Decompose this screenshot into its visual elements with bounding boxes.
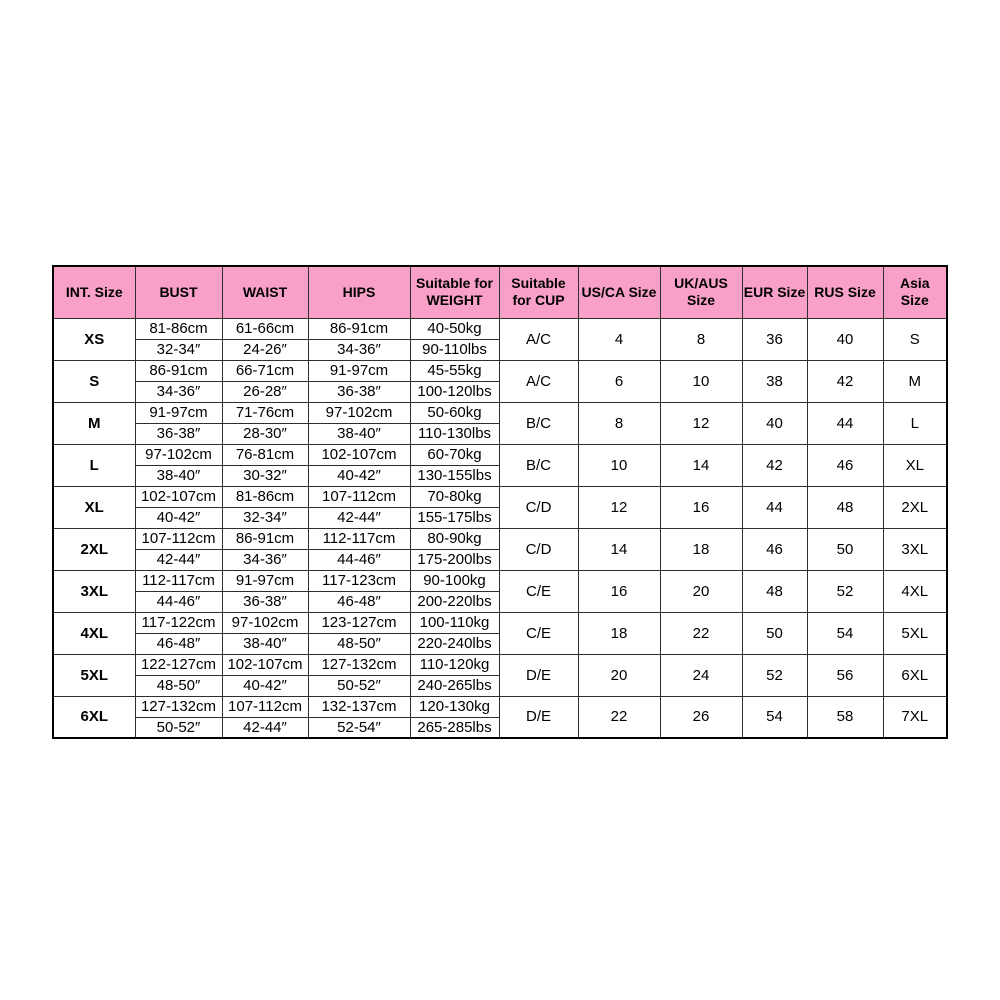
rus-cell: 40: [807, 318, 883, 360]
asia-cell: 2XL: [883, 486, 947, 528]
hips-cm-cell: 127-132cm: [308, 654, 410, 675]
int-size-cell: L: [53, 444, 135, 486]
table-row: [53, 360, 947, 381]
uk-aus-cell: 16: [660, 486, 742, 528]
header-uk-aus: UK/AUS Size: [660, 266, 742, 318]
waist-in-cell: 24-26″: [222, 339, 308, 360]
cup-cell: C/E: [499, 612, 578, 654]
bust-cm-cell: 81-86cm: [135, 318, 222, 339]
hips-cm-cell: 112-117cm: [308, 528, 410, 549]
header-weight: Suitable for WEIGHT: [410, 266, 499, 318]
int-size-cell: XL: [53, 486, 135, 528]
weight-kg-cell: 110-120kg: [410, 654, 499, 675]
weight-lbs-cell: 220-240lbs: [410, 633, 499, 654]
table-row: [53, 318, 947, 339]
hips-in-cell: 44-46″: [308, 549, 410, 570]
table-row: [53, 444, 947, 465]
bust-in-cell: 48-50″: [135, 675, 222, 696]
int-size-cell: 3XL: [53, 570, 135, 612]
header-hips: HIPS: [308, 266, 410, 318]
table-row: [53, 486, 947, 507]
waist-in-cell: 32-34″: [222, 507, 308, 528]
waist-cm-cell: 66-71cm: [222, 360, 308, 381]
cup-cell: B/C: [499, 444, 578, 486]
weight-kg-cell: 50-60kg: [410, 402, 499, 423]
asia-cell: L: [883, 402, 947, 444]
eur-cell: 38: [742, 360, 807, 402]
waist-in-cell: 40-42″: [222, 675, 308, 696]
waist-in-cell: 38-40″: [222, 633, 308, 654]
us-ca-cell: 16: [578, 570, 660, 612]
us-ca-cell: 6: [578, 360, 660, 402]
uk-aus-cell: 14: [660, 444, 742, 486]
weight-kg-cell: 70-80kg: [410, 486, 499, 507]
asia-cell: XL: [883, 444, 947, 486]
table-row: [53, 612, 947, 633]
uk-aus-cell: 24: [660, 654, 742, 696]
waist-cm-cell: 107-112cm: [222, 696, 308, 717]
hips-in-cell: 34-36″: [308, 339, 410, 360]
eur-cell: 44: [742, 486, 807, 528]
hips-cm-cell: 102-107cm: [308, 444, 410, 465]
cup-cell: A/C: [499, 318, 578, 360]
cup-cell: C/D: [499, 528, 578, 570]
uk-aus-cell: 22: [660, 612, 742, 654]
waist-cm-cell: 71-76cm: [222, 402, 308, 423]
size-chart: [52, 265, 948, 739]
asia-cell: 3XL: [883, 528, 947, 570]
int-size-cell: S: [53, 360, 135, 402]
hips-in-cell: 40-42″: [308, 465, 410, 486]
int-size-cell: 2XL: [53, 528, 135, 570]
hips-cm-cell: 107-112cm: [308, 486, 410, 507]
weight-lbs-cell: 175-200lbs: [410, 549, 499, 570]
hips-in-cell: 50-52″: [308, 675, 410, 696]
asia-cell: S: [883, 318, 947, 360]
bust-cm-cell: 102-107cm: [135, 486, 222, 507]
bust-cm-cell: 97-102cm: [135, 444, 222, 465]
cup-cell: C/E: [499, 570, 578, 612]
bust-in-cell: 36-38″: [135, 423, 222, 444]
size-chart-table: [52, 265, 948, 739]
waist-in-cell: 34-36″: [222, 549, 308, 570]
int-size-cell: XS: [53, 318, 135, 360]
table-row: [53, 570, 947, 591]
header-asia: Asia Size: [883, 266, 947, 318]
bust-cm-cell: 127-132cm: [135, 696, 222, 717]
cup-cell: D/E: [499, 696, 578, 738]
waist-in-cell: 28-30″: [222, 423, 308, 444]
uk-aus-cell: 18: [660, 528, 742, 570]
waist-in-cell: 30-32″: [222, 465, 308, 486]
hips-in-cell: 48-50″: [308, 633, 410, 654]
asia-cell: M: [883, 360, 947, 402]
hips-cm-cell: 117-123cm: [308, 570, 410, 591]
waist-cm-cell: 81-86cm: [222, 486, 308, 507]
header-cup: Suitable for CUP: [499, 266, 578, 318]
rus-cell: 56: [807, 654, 883, 696]
waist-in-cell: 42-44″: [222, 717, 308, 738]
asia-cell: 5XL: [883, 612, 947, 654]
rus-cell: 46: [807, 444, 883, 486]
weight-kg-cell: 100-110kg: [410, 612, 499, 633]
bust-cm-cell: 122-127cm: [135, 654, 222, 675]
us-ca-cell: 18: [578, 612, 660, 654]
rus-cell: 48: [807, 486, 883, 528]
header-us-ca: US/CA Size: [578, 266, 660, 318]
eur-cell: 50: [742, 612, 807, 654]
bust-in-cell: 40-42″: [135, 507, 222, 528]
hips-cm-cell: 97-102cm: [308, 402, 410, 423]
header-bust: BUST: [135, 266, 222, 318]
weight-lbs-cell: 100-120lbs: [410, 381, 499, 402]
weight-kg-cell: 60-70kg: [410, 444, 499, 465]
hips-cm-cell: 123-127cm: [308, 612, 410, 633]
eur-cell: 48: [742, 570, 807, 612]
int-size-cell: 5XL: [53, 654, 135, 696]
weight-lbs-cell: 200-220lbs: [410, 591, 499, 612]
bust-cm-cell: 91-97cm: [135, 402, 222, 423]
waist-cm-cell: 91-97cm: [222, 570, 308, 591]
asia-cell: 7XL: [883, 696, 947, 738]
rus-cell: 58: [807, 696, 883, 738]
uk-aus-cell: 20: [660, 570, 742, 612]
bust-cm-cell: 86-91cm: [135, 360, 222, 381]
cup-cell: D/E: [499, 654, 578, 696]
waist-cm-cell: 97-102cm: [222, 612, 308, 633]
waist-in-cell: 26-28″: [222, 381, 308, 402]
bust-in-cell: 32-34″: [135, 339, 222, 360]
waist-cm-cell: 61-66cm: [222, 318, 308, 339]
eur-cell: 46: [742, 528, 807, 570]
rus-cell: 54: [807, 612, 883, 654]
eur-cell: 40: [742, 402, 807, 444]
weight-lbs-cell: 110-130lbs: [410, 423, 499, 444]
weight-lbs-cell: 265-285lbs: [410, 717, 499, 738]
rus-cell: 44: [807, 402, 883, 444]
us-ca-cell: 12: [578, 486, 660, 528]
cup-cell: B/C: [499, 402, 578, 444]
weight-lbs-cell: 240-265lbs: [410, 675, 499, 696]
table-row: [53, 654, 947, 675]
uk-aus-cell: 12: [660, 402, 742, 444]
waist-cm-cell: 76-81cm: [222, 444, 308, 465]
us-ca-cell: 22: [578, 696, 660, 738]
hips-cm-cell: 91-97cm: [308, 360, 410, 381]
weight-kg-cell: 40-50kg: [410, 318, 499, 339]
eur-cell: 36: [742, 318, 807, 360]
eur-cell: 52: [742, 654, 807, 696]
int-size-cell: 6XL: [53, 696, 135, 738]
size-chart-header: [53, 266, 947, 318]
us-ca-cell: 20: [578, 654, 660, 696]
bust-in-cell: 44-46″: [135, 591, 222, 612]
header-int-size: INT. Size: [53, 266, 135, 318]
header-eur: EUR Size: [742, 266, 807, 318]
rus-cell: 52: [807, 570, 883, 612]
bust-in-cell: 50-52″: [135, 717, 222, 738]
hips-cm-cell: 132-137cm: [308, 696, 410, 717]
header-waist: WAIST: [222, 266, 308, 318]
header-rus: RUS Size: [807, 266, 883, 318]
bust-cm-cell: 117-122cm: [135, 612, 222, 633]
hips-in-cell: 52-54″: [308, 717, 410, 738]
waist-in-cell: 36-38″: [222, 591, 308, 612]
us-ca-cell: 4: [578, 318, 660, 360]
us-ca-cell: 8: [578, 402, 660, 444]
table-row: [53, 696, 947, 717]
bust-cm-cell: 107-112cm: [135, 528, 222, 549]
table-row: [53, 528, 947, 549]
us-ca-cell: 14: [578, 528, 660, 570]
hips-in-cell: 46-48″: [308, 591, 410, 612]
hips-in-cell: 42-44″: [308, 507, 410, 528]
weight-kg-cell: 45-55kg: [410, 360, 499, 381]
bust-cm-cell: 112-117cm: [135, 570, 222, 591]
hips-cm-cell: 86-91cm: [308, 318, 410, 339]
weight-lbs-cell: 90-110lbs: [410, 339, 499, 360]
asia-cell: 6XL: [883, 654, 947, 696]
hips-in-cell: 38-40″: [308, 423, 410, 444]
us-ca-cell: 10: [578, 444, 660, 486]
weight-lbs-cell: 130-155lbs: [410, 465, 499, 486]
uk-aus-cell: 10: [660, 360, 742, 402]
cup-cell: A/C: [499, 360, 578, 402]
uk-aus-cell: 8: [660, 318, 742, 360]
eur-cell: 42: [742, 444, 807, 486]
uk-aus-cell: 26: [660, 696, 742, 738]
weight-kg-cell: 90-100kg: [410, 570, 499, 591]
rus-cell: 50: [807, 528, 883, 570]
weight-kg-cell: 80-90kg: [410, 528, 499, 549]
int-size-cell: M: [53, 402, 135, 444]
bust-in-cell: 34-36″: [135, 381, 222, 402]
size-chart-body: [53, 318, 947, 738]
waist-cm-cell: 86-91cm: [222, 528, 308, 549]
table-row: [53, 402, 947, 423]
eur-cell: 54: [742, 696, 807, 738]
hips-in-cell: 36-38″: [308, 381, 410, 402]
weight-lbs-cell: 155-175lbs: [410, 507, 499, 528]
weight-kg-cell: 120-130kg: [410, 696, 499, 717]
int-size-cell: 4XL: [53, 612, 135, 654]
rus-cell: 42: [807, 360, 883, 402]
asia-cell: 4XL: [883, 570, 947, 612]
waist-cm-cell: 102-107cm: [222, 654, 308, 675]
bust-in-cell: 46-48″: [135, 633, 222, 654]
bust-in-cell: 42-44″: [135, 549, 222, 570]
bust-in-cell: 38-40″: [135, 465, 222, 486]
cup-cell: C/D: [499, 486, 578, 528]
